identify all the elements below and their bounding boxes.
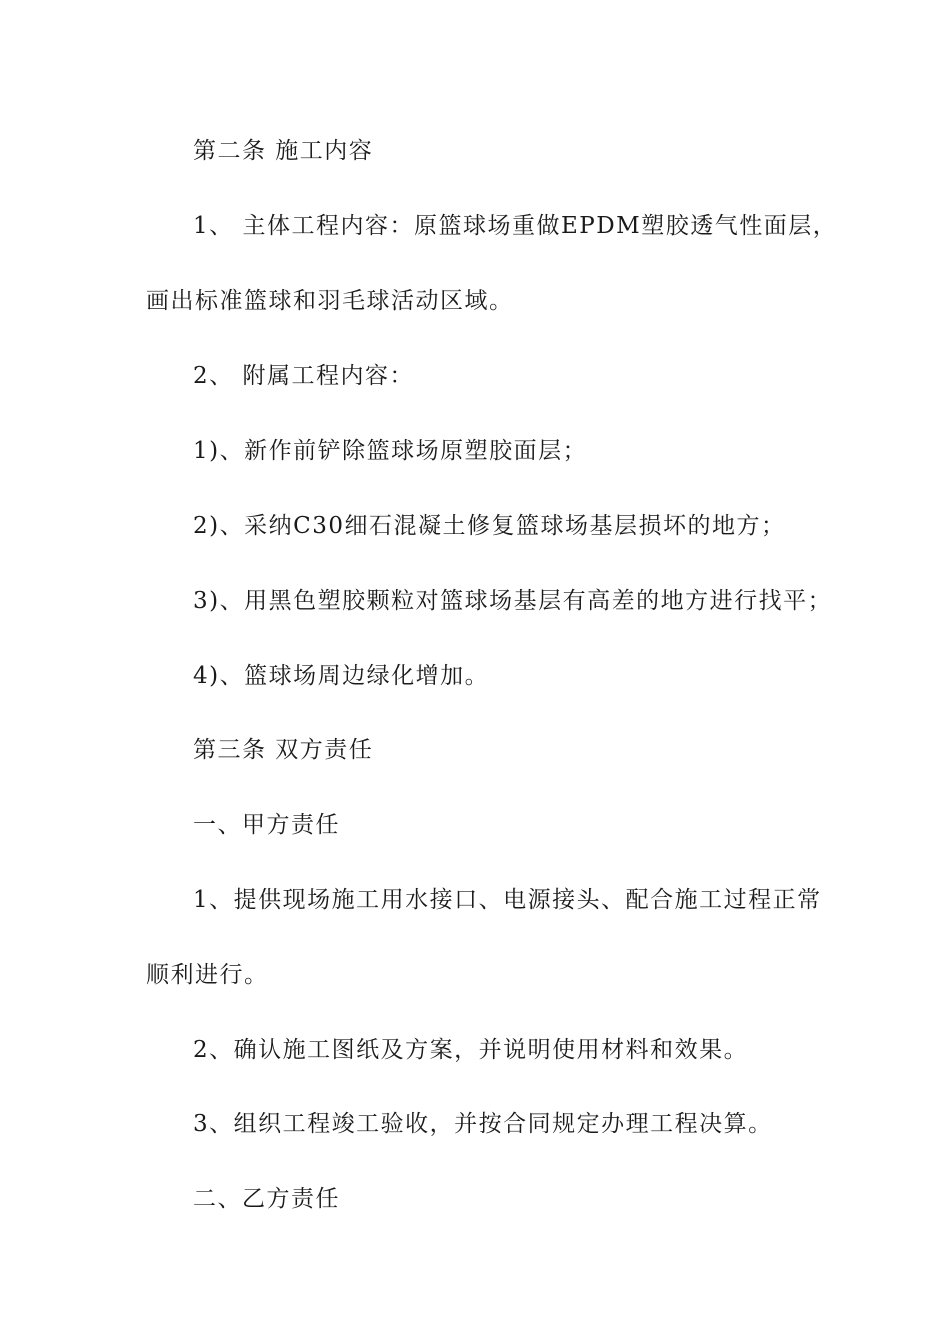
party-a-heading: 一、甲方责任 [193, 812, 340, 838]
article-2-heading: 第二条 施工内容 [193, 138, 374, 164]
list-item-4: 4)、篮球场周边绿化增加。 [193, 663, 490, 689]
party-a-item-1: 1、提供现场施工用水接口、电源接头、配合施工过程正常 [193, 887, 822, 913]
party-a-item-2: 2、确认施工图纸及方案，并说明使用材料和效果。 [193, 1037, 749, 1063]
party-a-item-3: 3、组织工程竣工验收，并按合同规定办理工程决算。 [193, 1111, 773, 1137]
article-3-heading: 第三条 双方责任 [193, 737, 374, 763]
list-item-3: 3)、用黑色塑胶颗粒对篮球场基层有高差的地方进行找平； [193, 588, 833, 614]
paragraph-main-works: 1、 主体工程内容：原篮球场重做EPDM塑胶透气性面层， [193, 213, 838, 239]
paragraph-main-works-cont: 画出标准篮球和羽毛球活动区域。 [146, 288, 514, 314]
list-item-1: 1)、新作前铲除篮球场原塑胶面层； [193, 438, 588, 464]
paragraph-auxiliary-works: 2、 附属工程内容： [193, 363, 414, 389]
party-a-item-1-cont: 顺利进行。 [146, 962, 269, 988]
party-b-heading: 二、乙方责任 [193, 1186, 340, 1212]
list-item-2: 2)、采纳C30细石混凝土修复篮球场基层损坏的地方； [193, 513, 786, 539]
